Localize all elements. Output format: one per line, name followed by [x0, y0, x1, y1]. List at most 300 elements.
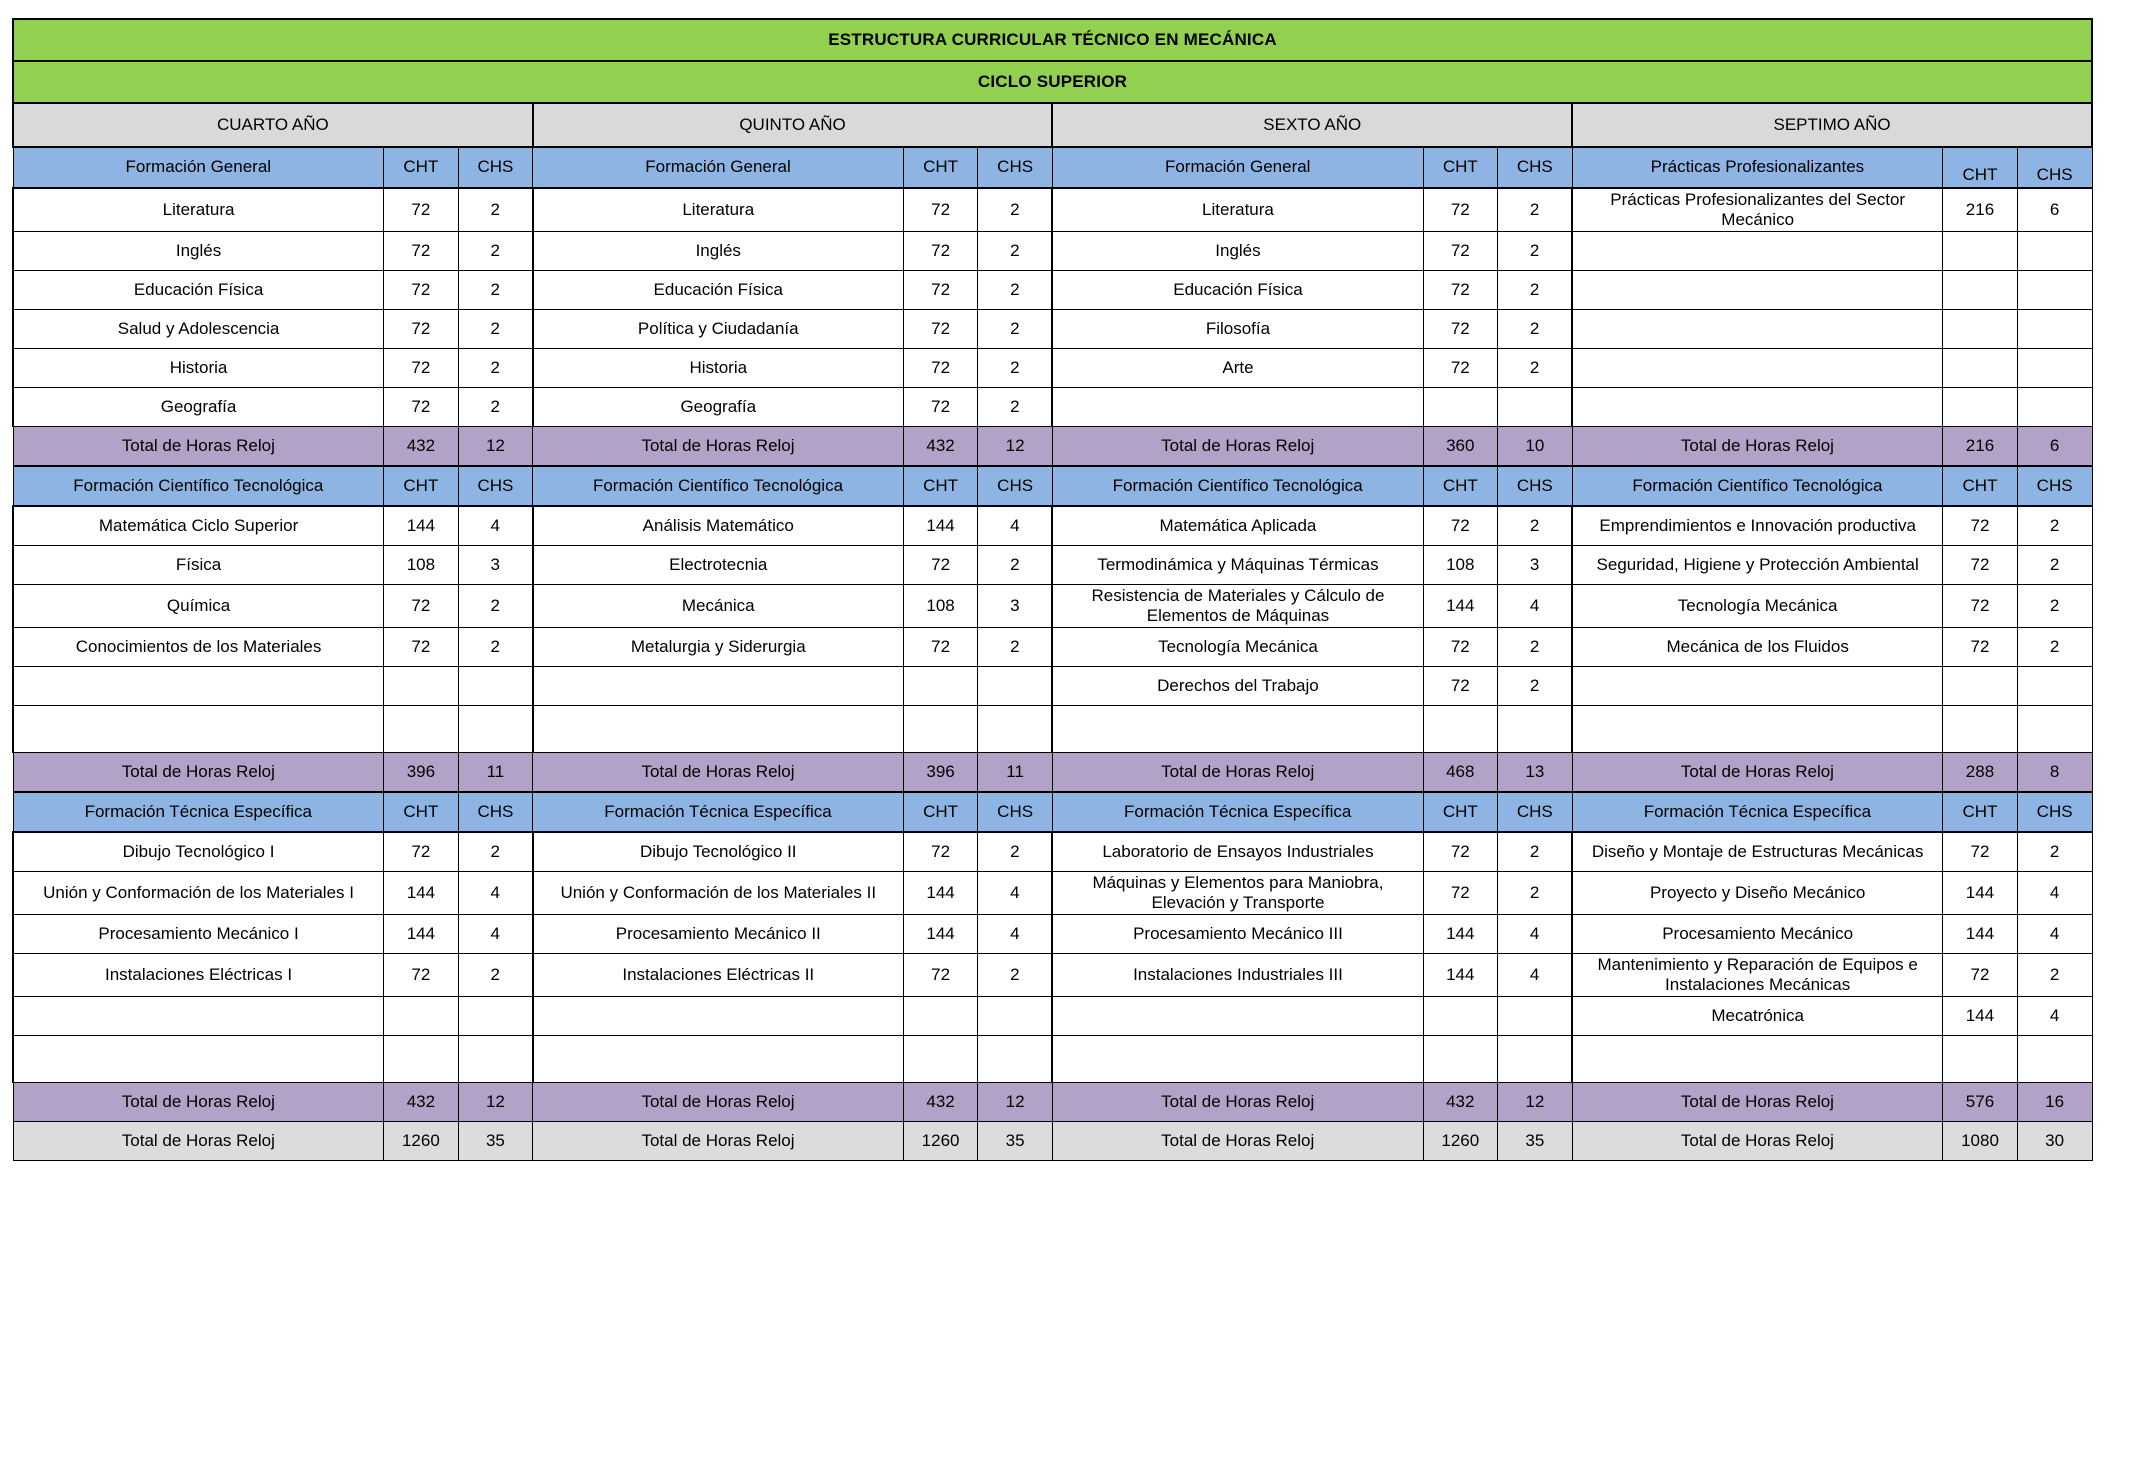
- subject-cht: [1423, 706, 1498, 753]
- subject-cht: 144: [903, 872, 978, 915]
- subject-chs: [458, 706, 533, 753]
- col-header-cht: CHT: [903, 147, 978, 188]
- subject-chs: 2: [2017, 585, 2092, 628]
- subject-chs: 2: [2017, 832, 2092, 872]
- col-header-cht: CHT: [1943, 792, 2018, 832]
- subject-cht: 72: [384, 310, 459, 349]
- subject-chs: 4: [1498, 954, 1573, 997]
- subject-name: [1572, 388, 1943, 427]
- col-header-cht: CHT: [1423, 147, 1498, 188]
- subject-row: [13, 954, 2092, 997]
- grand-total-cht: 1080: [1943, 1122, 2018, 1161]
- section-header-formacion-general-y1: Formación General: [13, 147, 384, 188]
- year-header-4: SEPTIMO AÑO: [1572, 103, 2092, 147]
- grand-total-cht: 1260: [903, 1122, 978, 1161]
- subject-cht: 144: [903, 915, 978, 954]
- subject-row: [13, 667, 2092, 706]
- total-chs: 13: [1498, 753, 1573, 793]
- subject-cht: 72: [1423, 310, 1498, 349]
- subject-name: Emprendimientos e Innovación productiva: [1572, 506, 1943, 546]
- subject-chs: 2: [458, 349, 533, 388]
- subject-name: [13, 706, 384, 753]
- total-cht: 216: [1943, 427, 2018, 467]
- subject-cht: 108: [903, 585, 978, 628]
- subject-name: Educación Física: [13, 271, 384, 310]
- cycle-title: CICLO SUPERIOR: [13, 61, 2092, 103]
- subject-name: Instalaciones Eléctricas II: [533, 954, 904, 997]
- subject-chs: [458, 667, 533, 706]
- subject-name: [13, 667, 384, 706]
- subject-name: Resistencia de Materiales y Cálculo de Elementos de Máquinas: [1052, 585, 1423, 628]
- subject-name: [1052, 1036, 1423, 1083]
- subject-name: [13, 997, 384, 1036]
- section-header-formacion-cientifico-tecnologica-y2: Formación Científico Tecnológica: [533, 466, 904, 506]
- subject-chs: 2: [1498, 349, 1573, 388]
- subject-cht: [903, 1036, 978, 1083]
- total-cht: 432: [384, 1083, 459, 1122]
- subject-cht: 144: [384, 506, 459, 546]
- col-header-cht: CHT: [1423, 466, 1498, 506]
- subject-row: [13, 271, 2092, 310]
- subject-cht: 72: [384, 585, 459, 628]
- grand-total-row: [13, 1122, 2092, 1161]
- subject-cht: 72: [384, 954, 459, 997]
- total-chs: 6: [2017, 427, 2092, 467]
- subject-name: Proyecto y Diseño Mecánico: [1572, 872, 1943, 915]
- subject-row: [13, 546, 2092, 585]
- subject-name: Metalurgia y Siderurgia: [533, 628, 904, 667]
- subject-row: [13, 832, 2092, 872]
- subject-cht: [384, 667, 459, 706]
- subject-name: Electrotecnia: [533, 546, 904, 585]
- subject-cht: 72: [903, 188, 978, 232]
- subject-cht: 144: [1943, 872, 2018, 915]
- grand-total-label: Total de Horas Reloj: [13, 1122, 384, 1161]
- subject-cht: 144: [1943, 915, 2018, 954]
- subject-chs: 2: [1498, 310, 1573, 349]
- total-cht: 576: [1943, 1083, 2018, 1122]
- subject-row: [13, 349, 2092, 388]
- subject-cht: 72: [384, 388, 459, 427]
- total-label: Total de Horas Reloj: [1572, 753, 1943, 793]
- subject-chs: [458, 1036, 533, 1083]
- subject-cht: 216: [1943, 188, 2018, 232]
- total-label: Total de Horas Reloj: [1052, 753, 1423, 793]
- title-row: [13, 19, 2092, 61]
- subject-chs: 2: [978, 232, 1053, 271]
- subject-chs: 2: [1498, 271, 1573, 310]
- col-header-chs: CHS: [458, 466, 533, 506]
- subject-chs: [2017, 271, 2092, 310]
- subject-chs: 2: [2017, 954, 2092, 997]
- col-header-cht: CHT: [384, 147, 459, 188]
- total-label: Total de Horas Reloj: [13, 1083, 384, 1122]
- subject-chs: 4: [978, 506, 1053, 546]
- subject-chs: 2: [978, 349, 1053, 388]
- subject-name: Análisis Matemático: [533, 506, 904, 546]
- subject-name: Historia: [13, 349, 384, 388]
- subject-row: [13, 506, 2092, 546]
- subject-name: [533, 706, 904, 753]
- total-chs: 11: [978, 753, 1053, 793]
- subject-cht: 72: [1943, 506, 2018, 546]
- subject-chs: 3: [1498, 546, 1573, 585]
- subject-chs: 2: [458, 232, 533, 271]
- total-label: Total de Horas Reloj: [533, 427, 904, 467]
- subject-chs: [2017, 706, 2092, 753]
- subject-chs: 2: [458, 388, 533, 427]
- year-header-3: SEXTO AÑO: [1052, 103, 1572, 147]
- subject-cht: 72: [1423, 188, 1498, 232]
- subject-name: Mecatrónica: [1572, 997, 1943, 1036]
- subject-chs: 2: [2017, 506, 2092, 546]
- subject-cht: 72: [903, 832, 978, 872]
- subject-name: Instalaciones Eléctricas I: [13, 954, 384, 997]
- subject-name: [1572, 349, 1943, 388]
- subject-chs: 3: [458, 546, 533, 585]
- subject-cht: 72: [903, 954, 978, 997]
- subject-cht: 72: [384, 349, 459, 388]
- subject-cht: 72: [1943, 585, 2018, 628]
- subject-chs: [2017, 310, 2092, 349]
- subject-cht: 144: [384, 915, 459, 954]
- year-header-row: [13, 103, 2092, 147]
- col-header-chs: CHS: [1498, 792, 1573, 832]
- section-total-row: [13, 753, 2092, 793]
- subject-name: [1052, 706, 1423, 753]
- total-label: Total de Horas Reloj: [1052, 1083, 1423, 1122]
- total-chs: 11: [458, 753, 533, 793]
- subject-cht: 72: [1943, 832, 2018, 872]
- subject-cht: [1423, 997, 1498, 1036]
- subject-chs: 2: [978, 954, 1053, 997]
- subject-chs: 4: [2017, 872, 2092, 915]
- total-chs: 10: [1498, 427, 1573, 467]
- subject-name: Diseño y Montaje de Estructuras Mecánicas: [1572, 832, 1943, 872]
- subject-name: Procesamiento Mecánico III: [1052, 915, 1423, 954]
- subject-cht: 144: [384, 872, 459, 915]
- subject-name: Literatura: [533, 188, 904, 232]
- subject-name: Mecánica: [533, 585, 904, 628]
- subject-name: Filosofía: [1052, 310, 1423, 349]
- subject-cht: [1943, 232, 2018, 271]
- subject-cht: [1943, 706, 2018, 753]
- col-header-chs: CHS: [978, 147, 1053, 188]
- subject-chs: [978, 1036, 1053, 1083]
- subject-cht: 72: [1423, 667, 1498, 706]
- subject-name: [1572, 271, 1943, 310]
- section-header-formacion-cientifico-tecnologica-y1: Formación Científico Tecnológica: [13, 466, 384, 506]
- subject-cht: 72: [903, 232, 978, 271]
- curriculum-body: [13, 19, 2092, 1161]
- subject-chs: 2: [1498, 872, 1573, 915]
- subject-chs: 2: [458, 628, 533, 667]
- subject-chs: [458, 997, 533, 1036]
- subject-cht: 72: [1423, 832, 1498, 872]
- col-header-cht: CHT: [1943, 466, 2018, 506]
- subject-name: Derechos del Trabajo: [1052, 667, 1423, 706]
- empty-row: [13, 706, 2092, 753]
- total-cht: 432: [903, 1083, 978, 1122]
- section-total-row: [13, 1083, 2092, 1122]
- curriculum-table: [12, 18, 2093, 1161]
- subject-chs: [978, 667, 1053, 706]
- subject-row: [13, 388, 2092, 427]
- subject-name: Mantenimiento y Reparación de Equipos e Instalaciones Mecánicas: [1572, 954, 1943, 997]
- subject-cht: 144: [1423, 915, 1498, 954]
- subject-chs: 2: [978, 310, 1053, 349]
- subject-row: [13, 915, 2092, 954]
- subject-name: Tecnología Mecánica: [1572, 585, 1943, 628]
- subject-name: Inglés: [13, 232, 384, 271]
- col-header-chs: CHS: [1498, 147, 1573, 188]
- col-header-cht: CHT: [1423, 792, 1498, 832]
- subject-name: [533, 997, 904, 1036]
- page-title: ESTRUCTURA CURRICULAR TÉCNICO EN MECÁNICA: [13, 19, 2092, 61]
- subject-row: [13, 188, 2092, 232]
- subject-cht: 144: [1943, 997, 2018, 1036]
- subject-chs: 2: [978, 271, 1053, 310]
- subject-name: [1572, 706, 1943, 753]
- section-header-row: [13, 792, 2092, 832]
- section-header-formacion-tecnica-especifica-y2: Formación Técnica Específica: [533, 792, 904, 832]
- subject-chs: 2: [1498, 667, 1573, 706]
- col-header-chs: CHS: [2017, 792, 2092, 832]
- section-header-formacion-tecnica-especifica-y3: Formación Técnica Específica: [1052, 792, 1423, 832]
- subject-cht: 72: [1423, 349, 1498, 388]
- subject-cht: [1943, 388, 2018, 427]
- subject-cht: 72: [1423, 872, 1498, 915]
- col-header-chs: CHS: [978, 466, 1053, 506]
- subject-name: [533, 667, 904, 706]
- subject-cht: 72: [384, 628, 459, 667]
- subject-name: Seguridad, Higiene y Protección Ambiental: [1572, 546, 1943, 585]
- grand-total-chs: 35: [1498, 1122, 1573, 1161]
- subject-cht: 144: [903, 506, 978, 546]
- subject-chs: 2: [978, 832, 1053, 872]
- subject-chs: 2: [458, 271, 533, 310]
- col-header-chs: CHS: [458, 792, 533, 832]
- total-cht: 432: [1423, 1083, 1498, 1122]
- col-header-cht: CHT: [384, 466, 459, 506]
- grand-total-cht: 1260: [384, 1122, 459, 1161]
- total-label: Total de Horas Reloj: [533, 753, 904, 793]
- subject-name: Política y Ciudadanía: [533, 310, 904, 349]
- subject-chs: 4: [1498, 915, 1573, 954]
- subject-cht: [1943, 310, 2018, 349]
- total-label: Total de Horas Reloj: [533, 1083, 904, 1122]
- empty-row: [13, 1036, 2092, 1083]
- subject-name: Geografía: [533, 388, 904, 427]
- subject-name: Educación Física: [533, 271, 904, 310]
- subject-row: [13, 628, 2092, 667]
- subject-chs: 4: [978, 872, 1053, 915]
- subject-name: [533, 1036, 904, 1083]
- subject-name: Dibujo Tecnológico I: [13, 832, 384, 872]
- subject-chs: 2: [1498, 628, 1573, 667]
- subject-name: [1052, 997, 1423, 1036]
- subject-cht: 108: [384, 546, 459, 585]
- subject-cht: 72: [903, 546, 978, 585]
- subject-chs: 4: [458, 872, 533, 915]
- col-header-cht: CHT: [384, 792, 459, 832]
- subject-cht: [1943, 1036, 2018, 1083]
- grand-total-cht: 1260: [1423, 1122, 1498, 1161]
- col-header-chs: CHS: [2017, 466, 2092, 506]
- subject-cht: [1423, 388, 1498, 427]
- subject-cht: [1943, 271, 2018, 310]
- subject-name: Laboratorio de Ensayos Industriales: [1052, 832, 1423, 872]
- subject-name: Máquinas y Elementos para Maniobra, Elevación y Transporte: [1052, 872, 1423, 915]
- col-header-cht: CHT: [1943, 147, 2018, 188]
- subject-name: Procesamiento Mecánico I: [13, 915, 384, 954]
- total-cht: 360: [1423, 427, 1498, 467]
- subject-cht: 144: [1423, 954, 1498, 997]
- cycle-row: [13, 61, 2092, 103]
- subject-name: Salud y Adolescencia: [13, 310, 384, 349]
- subject-chs: [2017, 349, 2092, 388]
- subject-chs: 2: [978, 188, 1053, 232]
- subject-chs: 4: [2017, 915, 2092, 954]
- total-cht: 288: [1943, 753, 2018, 793]
- col-header-chs: CHS: [1498, 466, 1573, 506]
- subject-chs: [978, 997, 1053, 1036]
- total-label: Total de Horas Reloj: [13, 427, 384, 467]
- total-chs: 12: [458, 427, 533, 467]
- subject-name: Historia: [533, 349, 904, 388]
- subject-name: Química: [13, 585, 384, 628]
- subject-cht: 72: [1943, 546, 2018, 585]
- grand-total-label: Total de Horas Reloj: [533, 1122, 904, 1161]
- subject-row: [13, 310, 2092, 349]
- subject-cht: 72: [1423, 271, 1498, 310]
- subject-chs: 2: [458, 954, 533, 997]
- subject-name: [1572, 232, 1943, 271]
- subject-name: Dibujo Tecnológico II: [533, 832, 904, 872]
- subject-cht: 72: [903, 349, 978, 388]
- subject-name: Unión y Conformación de los Materiales II: [533, 872, 904, 915]
- subject-chs: 2: [1498, 506, 1573, 546]
- subject-row: [13, 997, 2092, 1036]
- subject-chs: [978, 706, 1053, 753]
- total-cht: 468: [1423, 753, 1498, 793]
- subject-chs: 2: [458, 585, 533, 628]
- curriculum-sheet: [12, 18, 2093, 1161]
- total-cht: 396: [384, 753, 459, 793]
- total-label: Total de Horas Reloj: [1052, 427, 1423, 467]
- subject-name: [1572, 310, 1943, 349]
- subject-row: [13, 585, 2092, 628]
- subject-cht: 72: [1943, 628, 2018, 667]
- subject-name: Procesamiento Mecánico: [1572, 915, 1943, 954]
- grand-total-label: Total de Horas Reloj: [1572, 1122, 1943, 1161]
- subject-chs: 2: [1498, 188, 1573, 232]
- subject-name: [1572, 667, 1943, 706]
- subject-chs: 2: [978, 388, 1053, 427]
- subject-chs: 2: [458, 310, 533, 349]
- subject-cht: [384, 706, 459, 753]
- subject-row: [13, 232, 2092, 271]
- subject-chs: 4: [2017, 997, 2092, 1036]
- subject-cht: [1943, 667, 2018, 706]
- section-total-row: [13, 427, 2092, 467]
- subject-chs: [1498, 997, 1573, 1036]
- subject-name: Conocimientos de los Materiales: [13, 628, 384, 667]
- subject-chs: 2: [458, 188, 533, 232]
- total-chs: 12: [978, 1083, 1053, 1122]
- subject-row: [13, 872, 2092, 915]
- total-chs: 12: [458, 1083, 533, 1122]
- subject-name: Procesamiento Mecánico II: [533, 915, 904, 954]
- subject-cht: 72: [384, 232, 459, 271]
- subject-chs: 2: [978, 628, 1053, 667]
- col-header-chs: CHS: [2017, 147, 2092, 188]
- subject-name: Inglés: [1052, 232, 1423, 271]
- subject-cht: [1943, 349, 2018, 388]
- subject-name: [1052, 388, 1423, 427]
- subject-cht: [903, 997, 978, 1036]
- subject-chs: 2: [458, 832, 533, 872]
- subject-cht: 72: [903, 628, 978, 667]
- subject-name: Mecánica de los Fluidos: [1572, 628, 1943, 667]
- subject-chs: [2017, 388, 2092, 427]
- subject-chs: 4: [1498, 585, 1573, 628]
- subject-cht: [1423, 1036, 1498, 1083]
- subject-chs: 2: [1498, 832, 1573, 872]
- subject-name: Literatura: [1052, 188, 1423, 232]
- subject-name: Tecnología Mecánica: [1052, 628, 1423, 667]
- subject-cht: [384, 997, 459, 1036]
- subject-cht: [903, 706, 978, 753]
- total-chs: 12: [978, 427, 1053, 467]
- section-header-formacion-tecnica-especifica-y1: Formación Técnica Específica: [13, 792, 384, 832]
- subject-cht: 72: [384, 188, 459, 232]
- total-cht: 396: [903, 753, 978, 793]
- grand-total-chs: 35: [978, 1122, 1053, 1161]
- subject-cht: 72: [384, 271, 459, 310]
- section-header-row: [13, 466, 2092, 506]
- subject-name: [1572, 1036, 1943, 1083]
- subject-chs: [1498, 706, 1573, 753]
- subject-name: Geografía: [13, 388, 384, 427]
- subject-chs: 6: [2017, 188, 2092, 232]
- subject-name: Arte: [1052, 349, 1423, 388]
- subject-name: Matemática Ciclo Superior: [13, 506, 384, 546]
- subject-name: Unión y Conformación de los Materiales I: [13, 872, 384, 915]
- total-chs: 16: [2017, 1083, 2092, 1122]
- subject-cht: 144: [1423, 585, 1498, 628]
- total-label: Total de Horas Reloj: [1572, 1083, 1943, 1122]
- col-header-cht: CHT: [903, 792, 978, 832]
- subject-cht: 108: [1423, 546, 1498, 585]
- subject-cht: 72: [1423, 506, 1498, 546]
- subject-name: Termodinámica y Máquinas Térmicas: [1052, 546, 1423, 585]
- subject-name: Matemática Aplicada: [1052, 506, 1423, 546]
- total-cht: 432: [384, 427, 459, 467]
- subject-chs: [2017, 232, 2092, 271]
- subject-name: Física: [13, 546, 384, 585]
- subject-name: [13, 1036, 384, 1083]
- total-label: Total de Horas Reloj: [1572, 427, 1943, 467]
- year-header-2: QUINTO AÑO: [533, 103, 1053, 147]
- subject-cht: 72: [1423, 628, 1498, 667]
- subject-chs: 2: [2017, 628, 2092, 667]
- subject-chs: [2017, 667, 2092, 706]
- subject-name: Literatura: [13, 188, 384, 232]
- year-header-1: CUARTO AÑO: [13, 103, 533, 147]
- subject-chs: 2: [2017, 546, 2092, 585]
- subject-cht: 72: [903, 388, 978, 427]
